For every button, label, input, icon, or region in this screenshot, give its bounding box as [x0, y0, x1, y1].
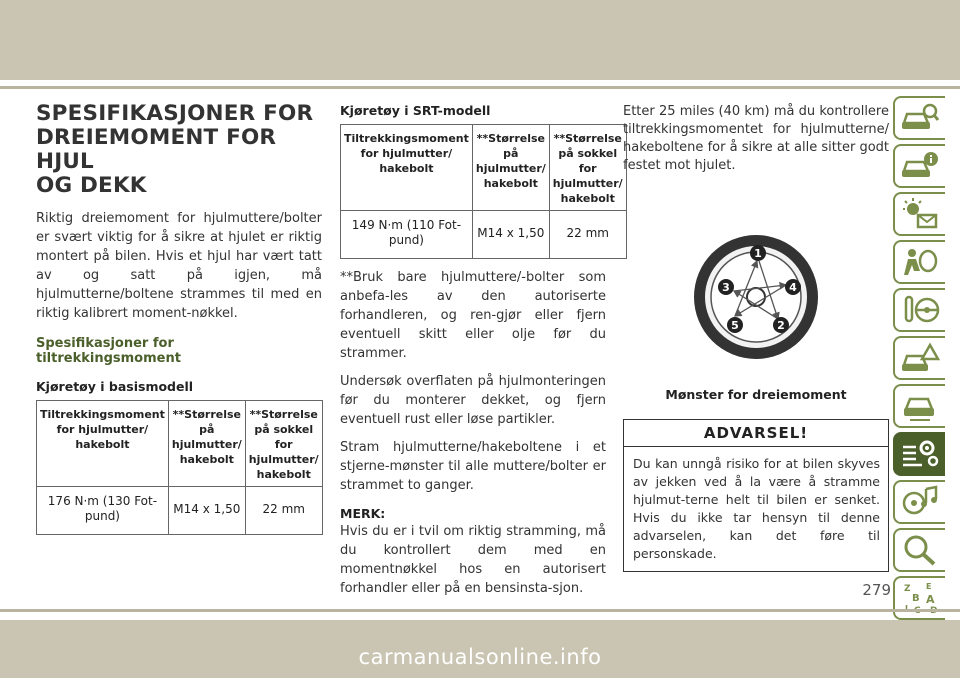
footnote: **Bruk bare hjulmuttere/-bolter som anbefa-les av den autoriserte forhandleren, og ren-gjør eller fjern eventuell skitt eller olje før du strammer.	[340, 270, 606, 361]
header-nut-size: **Størrelse på hjulmutter/ hakebolt	[472, 125, 549, 211]
airbag-person-icon	[900, 245, 940, 279]
paragraph-inspect: Undersøk overflaten på hjulmonteringen før du monterer dekket, og fjern eventuell rust eller løse partikler.	[340, 374, 606, 427]
cell-socket-size: 22 mm	[245, 487, 322, 535]
srt-table-heading: Kjøretøy i SRT-modell	[340, 103, 491, 118]
cell-nut-size: M14 x 1,50	[472, 211, 549, 259]
tab-multimedia[interactable]	[893, 480, 945, 524]
note-label: MERK:	[340, 506, 386, 521]
top-divider	[0, 86, 960, 89]
title-line-2: DREIEMOMENT FOR HJUL	[36, 125, 277, 174]
figure-caption: Mønster for dreiemoment	[665, 387, 847, 402]
multimedia-icon	[900, 485, 940, 519]
header-nut-size: **Størrelse på hjulmutter/ hakebolt	[168, 401, 245, 487]
lug-1	[750, 245, 766, 261]
torque-pattern-figure	[623, 233, 889, 361]
header-socket-size: **Størrelse på sokkel for hjulmutter/ hakebolt	[549, 125, 626, 211]
tab-steering-key[interactable]	[893, 288, 945, 332]
note-text: Hvis du er i tvil om riktig stramming, må du kontrollert dem med en momentnøkkel hos en autorisert forhandler eller på en bensinsta-sjon.	[340, 524, 606, 596]
lug-2	[773, 317, 789, 333]
cell-torque: 176 N·m (130 Fot-pund)	[37, 487, 169, 535]
car-repair-icon	[900, 389, 940, 423]
svg-text:B: B	[912, 593, 920, 604]
table-header-row	[341, 125, 627, 211]
paragraph-recheck: Etter 25 miles (40 km) må du kontrollere tiltrekkingsmomentet for hjulmutterne/ hakeboltene for å sikre at alle sitter godt festet mot hjulet.	[623, 104, 889, 173]
tab-airbag[interactable]	[893, 240, 945, 284]
warning-title: ADVARSEL!	[624, 420, 888, 447]
table-header-row	[37, 401, 323, 487]
lug-3	[718, 279, 734, 295]
wheel-torque-diagram	[623, 233, 889, 361]
column-1	[36, 102, 322, 535]
svg-text:5: 5	[731, 319, 739, 332]
search-magnifier-icon	[900, 533, 940, 567]
header-torque: Tiltrekkingsmoment for hjulmutter/ hakebolt	[341, 125, 473, 211]
warning-box	[623, 419, 889, 572]
section-heading: Spesifikasjoner for tiltrekkingsmoment	[36, 336, 181, 366]
svg-text:E: E	[926, 582, 932, 591]
header-socket-size: **Størrelse på sokkel for hjulmutter/ hakebolt	[245, 401, 322, 487]
header-torque: Tiltrekkingsmoment for hjulmutter/ hakebolt	[37, 401, 169, 487]
page-title	[36, 102, 322, 198]
svg-text:3: 3	[722, 281, 730, 294]
column-3	[623, 103, 889, 572]
tab-index[interactable]	[893, 576, 945, 620]
car-info-icon	[900, 149, 940, 183]
lug-5	[727, 317, 743, 333]
steering-key-icon	[900, 293, 940, 327]
car-search-icon	[900, 101, 940, 135]
svg-text:A: A	[926, 593, 935, 606]
lug-4	[785, 279, 801, 295]
tab-car-info[interactable]	[893, 144, 945, 188]
basis-table-heading: Kjøretøy i basismodell	[36, 379, 194, 394]
svg-text:2: 2	[777, 319, 785, 332]
cell-torque: 149 N·m (110 Fot-pund)	[341, 211, 473, 259]
warning-lights-icon	[900, 197, 940, 231]
tab-specifications[interactable]	[893, 432, 945, 476]
intro-paragraph: Riktig dreiemoment for hjulmuttere/bolter er svært viktig for å sikre at hjulet er riktig montert på bilen. Hvis et hjul har vært tatt av og satt på igjen, må hjulmutterne/boltene strammes til med en riktig kalibrert moment-nøkkel.	[36, 211, 322, 321]
tab-car-search[interactable]	[893, 96, 945, 140]
column-2	[340, 103, 623, 598]
specifications-gear-icon	[900, 437, 940, 471]
table-row	[341, 211, 627, 259]
srt-torque-table	[340, 124, 627, 259]
bottom-divider	[0, 609, 960, 612]
watermark-text: carmanualsonline.info	[358, 645, 602, 669]
cell-nut-size: M14 x 1,50	[168, 487, 245, 535]
paragraph-star-pattern: Stram hjulmutterne/hakeboltene i et stjerne-mønster til alle muttere/bolter er strammet to ganger.	[340, 440, 606, 493]
basis-torque-table	[36, 400, 323, 535]
title-line-3: OG DEKK	[36, 173, 147, 198]
car-warning-triangle-icon	[900, 341, 940, 375]
tab-search[interactable]	[893, 528, 945, 572]
svg-text:Z: Z	[904, 584, 911, 594]
table-row	[37, 487, 323, 535]
svg-text:4: 4	[789, 281, 797, 294]
tab-car-warning[interactable]	[893, 336, 945, 380]
cell-socket-size: 22 mm	[549, 211, 626, 259]
page-number: 279	[862, 581, 891, 599]
side-tab-strip	[893, 96, 945, 624]
svg-text:1: 1	[754, 247, 762, 260]
tab-warning-lights[interactable]	[893, 192, 945, 236]
tab-car-repair[interactable]	[893, 384, 945, 428]
title-line-1: SPESIFIKASJONER FOR	[36, 101, 314, 126]
top-band	[0, 0, 960, 80]
warning-text: Du kan unngå risiko for at bilen skyves av jekken ved å la være å stramme hjulmut-terne helt til bilen er senket. Hvis du ikke tar hensyn til denne advarselen, kan det føre til personskade.	[633, 456, 880, 561]
